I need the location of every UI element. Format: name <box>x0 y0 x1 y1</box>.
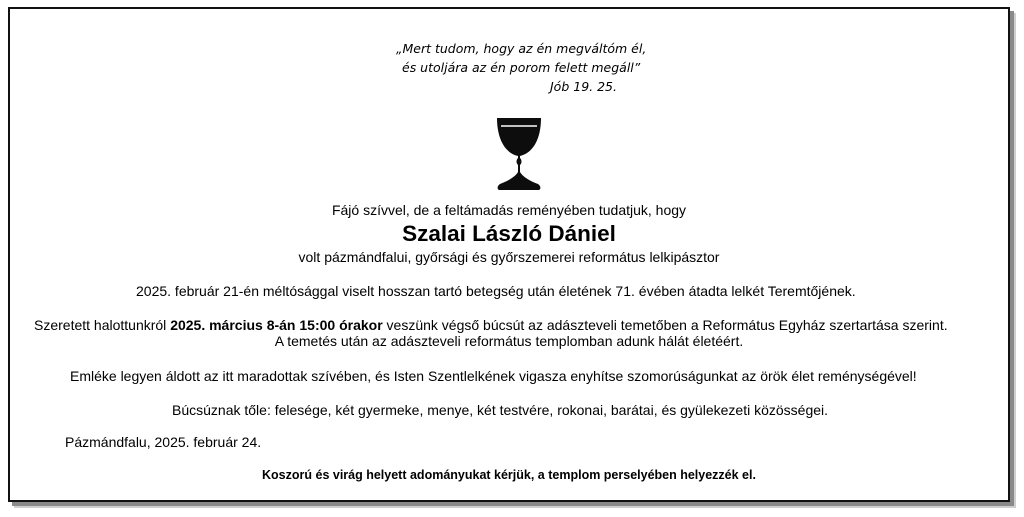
intro-text: Fájó szívvel, de a feltámadás reményében tudatjuk, hogy <box>331 202 687 218</box>
funeral-line-2: A temetés után az adászteveli református templomban adunk hálát életéért. <box>274 333 744 349</box>
death-notice: 2025. február 21-én méltósággal viselt hosszan tartó betegség után életének 71. évében átadta lelkét Teremtőjének. <box>136 283 856 299</box>
mourners-text: Búcsúznak tőle: felesége, két gyermeke, menye, két testvére, rokonai, barátai, és gyülekezeti közösségei. <box>172 402 829 418</box>
place-date: Pázmándfalu, 2025. február 24. <box>65 434 262 450</box>
chalice-icon <box>496 117 542 192</box>
funeral-prefix: Szeretett halottunkról <box>34 317 171 333</box>
deceased-role: volt pázmándfalui, győrsági és győrszemerei református lelkipásztor <box>298 249 720 265</box>
obituary-card <box>8 7 1010 502</box>
memory-text: Emléke legyen áldott az itt maradottak szívében, és Isten Szentlelkének vigasza enyhítse szomorúságunkat az örök élet reménységével! <box>70 368 917 384</box>
quote-line-2: és utoljára az én porom felett megáll” <box>402 60 641 75</box>
funeral-line-1 <box>34 317 948 333</box>
donation-note: Koszorú és virág helyett adományukat kérjük, a templom perselyében helyezzék el. <box>262 468 756 482</box>
quote-source: Jób 19. 25. <box>550 79 617 94</box>
funeral-suffix: veszünk végső búcsút az adászteveli temetőben a Református Egyház szertartása szerint. <box>382 317 948 333</box>
deceased-name: Szalai László Dániel <box>402 221 616 246</box>
funeral-datetime: 2025. március 8-án 15:00 órakor <box>170 317 383 333</box>
quote-line-1: „Mert tudom, hogy az én megváltóm él, <box>396 41 647 56</box>
